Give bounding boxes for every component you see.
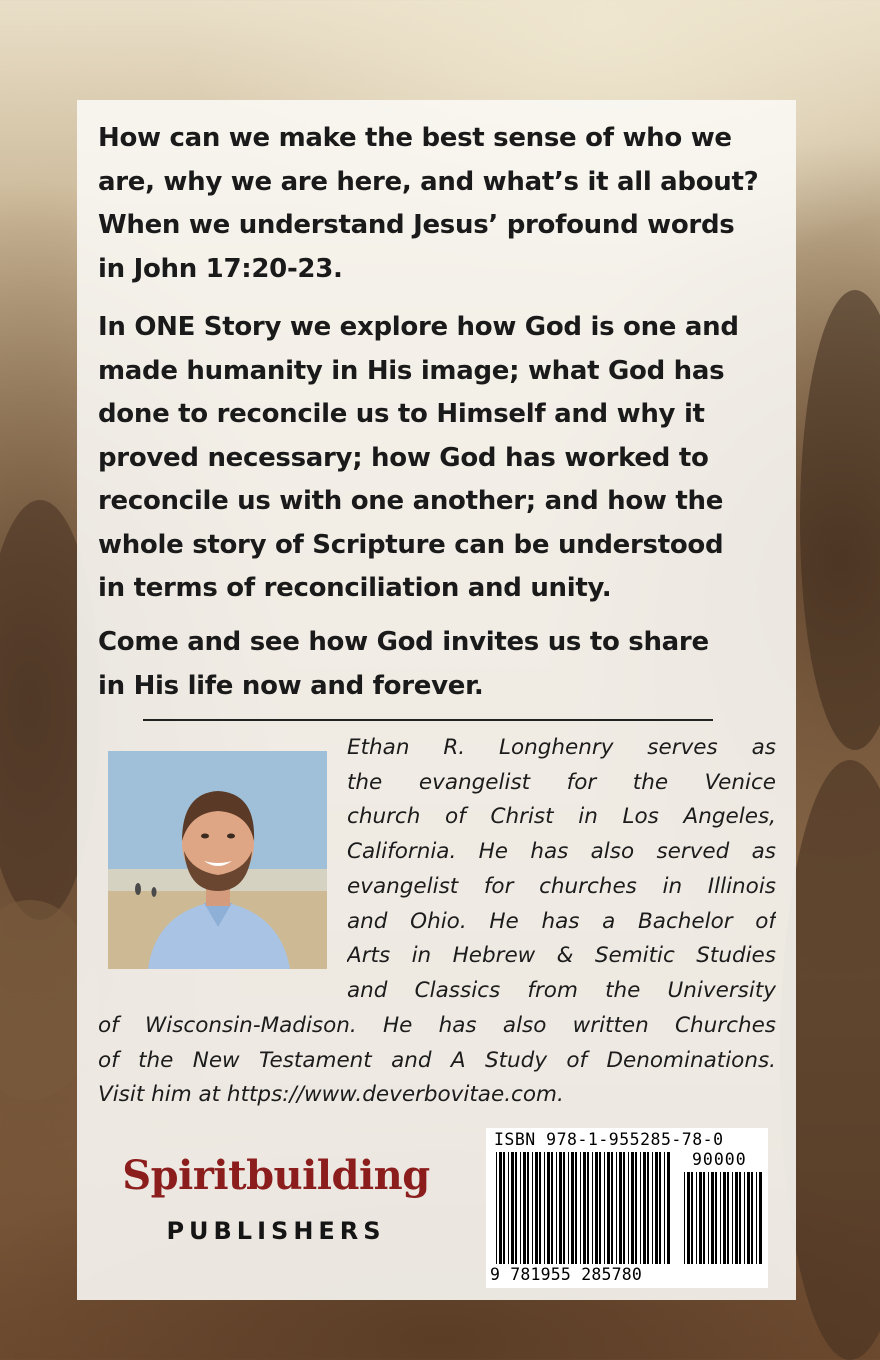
price-code: 90000	[692, 1150, 747, 1169]
barcode-bar	[631, 1152, 634, 1264]
barcode-bar	[647, 1152, 649, 1264]
publisher-logo-name: Spiritbuilding	[122, 1152, 430, 1199]
barcode-bar	[520, 1152, 521, 1264]
bio-line: California. He has also served as	[347, 839, 776, 865]
barcode-bar	[696, 1172, 697, 1264]
blurb-line: in terms of reconciliation and unity.	[98, 573, 612, 603]
barcode-bar	[703, 1172, 705, 1264]
barcode-bar	[720, 1172, 721, 1264]
barcode-bar	[580, 1152, 581, 1264]
barcode-bar	[684, 1172, 685, 1264]
isbn-barcode	[486, 1128, 768, 1288]
back-cover-panel	[77, 100, 796, 1300]
barcode-bar	[592, 1152, 593, 1264]
bio-line: and Ohio. He has a Bachelor of	[347, 908, 776, 934]
barcode-bar	[571, 1152, 574, 1264]
barcode-bar	[547, 1152, 550, 1264]
barcode-bar	[544, 1152, 545, 1264]
barcode-bar	[508, 1152, 509, 1264]
barcode-bar	[744, 1172, 745, 1264]
barcode-bar	[535, 1152, 538, 1264]
blurb-line: done to reconcile us to Himself and why it	[98, 399, 705, 429]
author-photo	[108, 751, 327, 969]
barcode-bar	[751, 1172, 753, 1264]
barcode-bar	[604, 1152, 605, 1264]
barcode-bar	[691, 1172, 693, 1264]
barcode-bar	[515, 1152, 517, 1264]
blurb-paragraph-3	[98, 621, 788, 708]
barcode-bar	[523, 1152, 526, 1264]
author-portrait-illustration	[108, 751, 327, 969]
barcode-bar	[735, 1172, 738, 1264]
barcode-bar	[556, 1152, 557, 1264]
publisher-logo-subtitle: PUBLISHERS	[166, 1217, 386, 1245]
barcode-bar	[619, 1152, 622, 1264]
bio-line: Ethan R. Longhenry serves as	[347, 735, 776, 760]
barcode-bar	[708, 1172, 709, 1264]
author-bio-full-width	[98, 1009, 776, 1113]
barcode-bar	[664, 1152, 665, 1264]
barcode-bar	[599, 1152, 601, 1264]
barcode-bar	[623, 1152, 625, 1264]
barcode-bar	[503, 1152, 505, 1264]
barcode-bar	[687, 1172, 690, 1264]
barcode-bar	[739, 1172, 741, 1264]
barcode-bar	[640, 1152, 641, 1264]
blurb-line: in John 17:20-23.	[98, 253, 343, 284]
blurb-line: In ONE Story we explore how God is one and	[98, 312, 739, 342]
barcode-bar	[499, 1152, 502, 1264]
barcode-bar	[655, 1152, 658, 1264]
bio-line: church of Christ in Los Angeles,	[347, 804, 776, 830]
blurb-line: reconcile us with one another; and how the	[98, 486, 724, 516]
barcode-bar	[635, 1152, 637, 1264]
bio-line: Arts in Hebrew & Semitic Studies	[347, 943, 776, 969]
blurb-line: in His life now and forever.	[98, 670, 484, 701]
barcode-bar	[628, 1152, 629, 1264]
barcode-bar	[496, 1152, 497, 1264]
bio-line: evangelist for churches in Illinois	[347, 873, 776, 899]
blurb-line: proved necessary; how God has worked to	[98, 442, 709, 473]
author-bio-beside-photo	[347, 731, 776, 1009]
bio-line: the evangelist for the Venice	[347, 769, 776, 795]
barcode-bar	[747, 1172, 750, 1264]
barcode-bar	[659, 1152, 661, 1264]
barcode-bar	[511, 1152, 514, 1264]
barcode-bar	[539, 1152, 541, 1264]
barcode-bar	[727, 1172, 729, 1264]
bio-line: Visit him at https://www.deverbovitae.com.	[98, 1082, 564, 1108]
barcode-bar	[699, 1172, 702, 1264]
barcode-bar	[551, 1152, 553, 1264]
barcode-bar	[759, 1172, 762, 1264]
blurb-line: are, why we are here, and what’s it all about?	[98, 166, 759, 197]
barcode-bars	[486, 1128, 768, 1288]
blurb-line: made humanity in His image; what God has	[98, 355, 725, 386]
barcode-bar	[616, 1152, 617, 1264]
barcode-bar	[563, 1152, 565, 1264]
barcode-bar	[527, 1152, 529, 1264]
background-figure-right	[800, 290, 880, 750]
isbn-label: ISBN 978-1-955285-78-0	[494, 1130, 724, 1149]
barcode-bar	[715, 1172, 717, 1264]
barcode-bar	[756, 1172, 757, 1264]
barcode-bar	[711, 1172, 714, 1264]
blurb-line: How can we make the best sense of who we	[98, 123, 732, 153]
barcode-bar	[559, 1152, 562, 1264]
bio-line: and Classics from the University	[347, 977, 776, 1003]
bio-line: of the New Testament and A Study of Denominations.	[98, 1047, 776, 1073]
barcode-bar	[568, 1152, 569, 1264]
section-divider	[143, 719, 713, 721]
barcode-bar	[607, 1152, 610, 1264]
barcode-bar	[583, 1152, 586, 1264]
barcode-bar	[667, 1152, 670, 1264]
barcode-bar	[611, 1152, 613, 1264]
ean-digits: 9 781955 285780	[490, 1265, 643, 1284]
bio-line: of Wisconsin-Madison. He has also written Churches	[98, 1013, 776, 1038]
barcode-bar	[595, 1152, 598, 1264]
barcode-bar	[587, 1152, 589, 1264]
barcode-bar	[652, 1152, 653, 1264]
blurb-paragraph-2	[98, 306, 788, 611]
barcode-bar	[723, 1172, 726, 1264]
barcode-bar	[532, 1152, 533, 1264]
blurb-line: When we understand Jesus’ profound words	[98, 210, 735, 240]
barcode-bar	[643, 1152, 646, 1264]
blurb-paragraph-1	[98, 117, 788, 291]
blurb-line: whole story of Scripture can be understood	[98, 529, 724, 560]
barcode-bar	[575, 1152, 577, 1264]
barcode-bar	[732, 1172, 733, 1264]
blurb-line: Come and see how God invites us to share	[98, 627, 709, 657]
